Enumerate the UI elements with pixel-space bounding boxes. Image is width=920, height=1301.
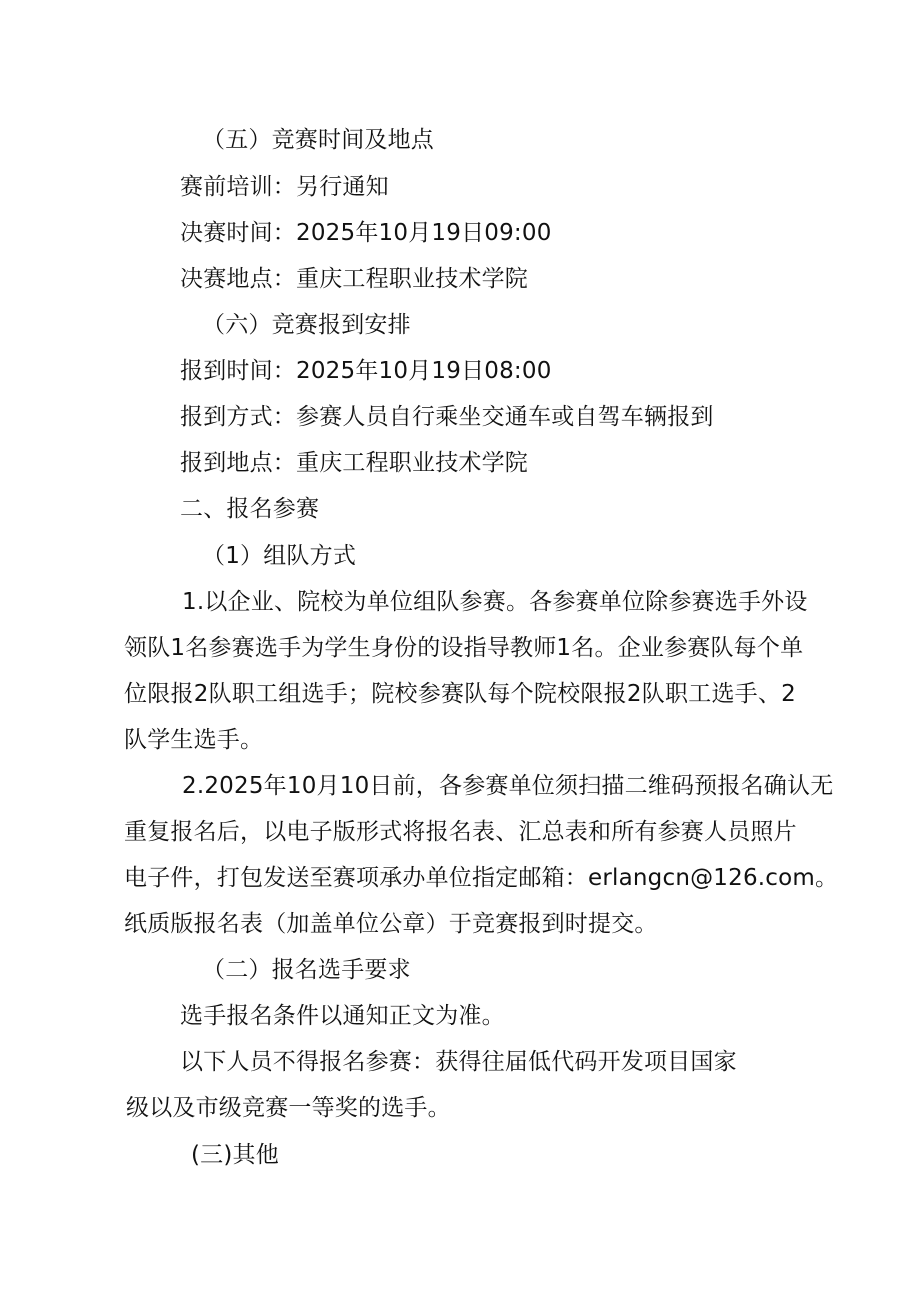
final-time-line: 决赛时间：2025年10月19日09:00 [180,220,552,246]
subheading-other: (三)其他 [191,1142,279,1168]
paragraph-2-line-3: 电子件，打包发送至赛项承办单位指定邮箱：erlangcn@126.com。 [124,865,839,891]
subheading-contestant-requirements: （二）报名选手要求 [202,957,411,983]
subheading-team-formation: （1）组队方式 [202,543,357,569]
final-location-line: 决赛地点：重庆工程职业技术学院 [180,266,528,292]
paragraph-2-line-2: 重复报名后，以电子版形式将报名表、汇总表和所有参赛人员照片 [124,819,797,845]
checkin-location-line: 报到地点：重庆工程职业技术学院 [180,450,528,476]
paragraph-1-line-3: 位限报2队职工组选手；院校参赛队每个院校限报2队职工选手、2 [124,681,796,707]
section-heading-6: （六）竞赛报到安排 [202,312,411,338]
requirement-line-2: 以下人员不得报名参赛：获得往届低代码开发项目国家 [180,1049,737,1075]
paragraph-2-line-1: 2.2025年10月10日前，各参赛单位须扫描二维码预报名确认无 [182,773,834,799]
paragraph-2-line-4: 纸质版报名表（加盖单位公章）于竞赛报到时提交。 [124,911,658,937]
section-heading-5: （五）竞赛时间及地点 [202,127,434,153]
paragraph-1-line-2: 领队1名参赛选手为学生身份的设指导教师1名。企业参赛队每个单 [124,635,804,661]
paragraph-1-line-4: 队学生选手。 [124,727,264,753]
requirement-line-3: 级以及市级竞赛一等奖的选手。 [126,1095,451,1121]
checkin-method-line: 报到方式：参赛人员自行乘坐交通车或自驾车辆报到 [180,404,714,430]
paragraph-1-line-1: 1.以企业、院校为单位组队参赛。各参赛单位除参赛选手外设 [182,589,808,615]
checkin-time-line: 报到时间：2025年10月19日08:00 [180,358,552,384]
requirement-line-1: 选手报名条件以通知正文为准。 [180,1003,505,1029]
section-heading-registration: 二、报名参赛 [180,496,320,522]
pre-training-line: 赛前培训：另行通知 [180,174,389,200]
